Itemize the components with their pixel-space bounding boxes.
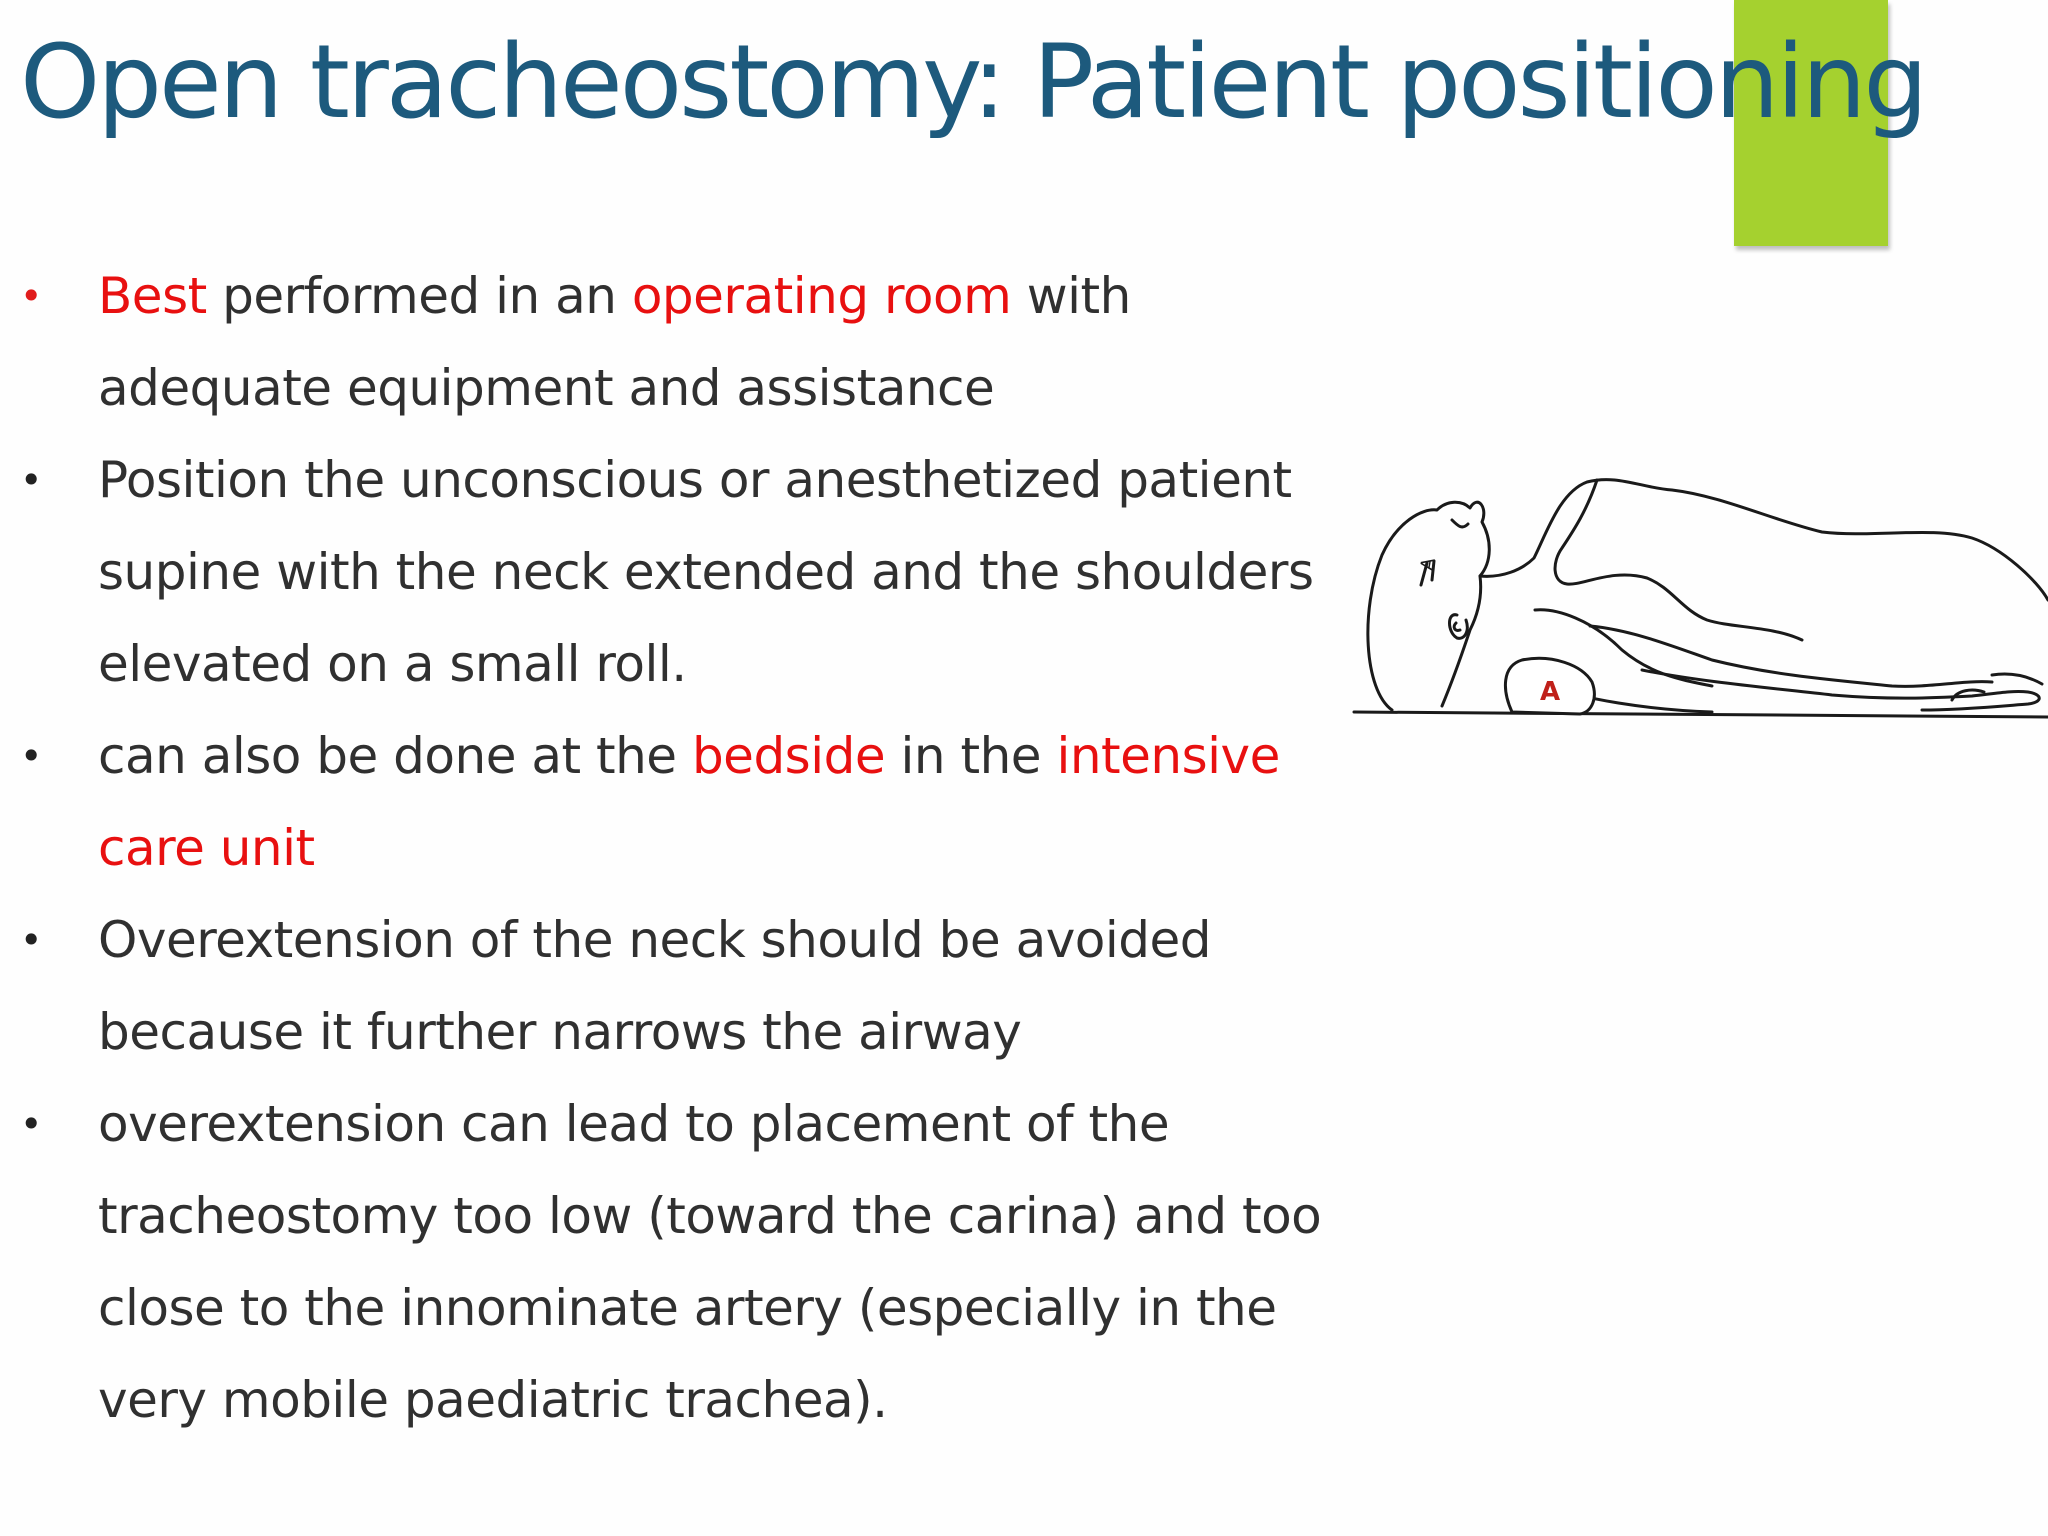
bullet-item-overextension-risk: [0, 1078, 1340, 1446]
bullet-text: in the: [885, 727, 1057, 785]
bullet-text: with adequate equipment and assistance: [98, 267, 1131, 417]
highlight-text: intensive care unit: [98, 727, 1280, 877]
bullet-marker: •: [20, 274, 42, 318]
bullet-marker: •: [20, 734, 42, 778]
ear-outline: [1450, 615, 1468, 639]
bullet-text: can also be done at the: [98, 727, 692, 785]
bullet-marker: •: [20, 918, 42, 962]
bullet-text: performed in an: [206, 267, 632, 325]
bullet-item-operating-room: [0, 250, 1340, 434]
bullet-text: overextension can lead to placement of the tracheostomy too low (toward the carina) and too close to the innominate artery (especially in the very mobile paediatric trachea).: [98, 1095, 1322, 1429]
bullet-text: Overextension of the neck should be avoided because it further narrows the airway: [98, 911, 1212, 1061]
bullet-item-bedside: [0, 710, 1340, 894]
highlight-text: bedside: [691, 727, 886, 785]
roll-label: A: [1540, 677, 1561, 707]
highlight-text: Best: [98, 267, 207, 325]
bullet-marker: •: [20, 1102, 42, 1146]
bullet-item-overextension-warning: [0, 894, 1340, 1078]
slide-title: Open tracheostomy: Patient positioning: [20, 23, 1926, 142]
torso-outline: [1480, 480, 2048, 600]
highlight-text: operating room: [631, 267, 1012, 325]
bullet-item-positioning: [0, 434, 1340, 710]
patient-positioning-illustration: [1352, 460, 2048, 750]
bullet-marker: •: [20, 458, 42, 502]
head-outline: [1368, 502, 1489, 710]
bullet-list: [0, 250, 1340, 1446]
head-label: A: [1416, 556, 1440, 573]
bullet-text: Position the unconscious or anesthetized patient supine with the neck extended and the shoulders elevated on a small roll.: [98, 451, 1314, 693]
